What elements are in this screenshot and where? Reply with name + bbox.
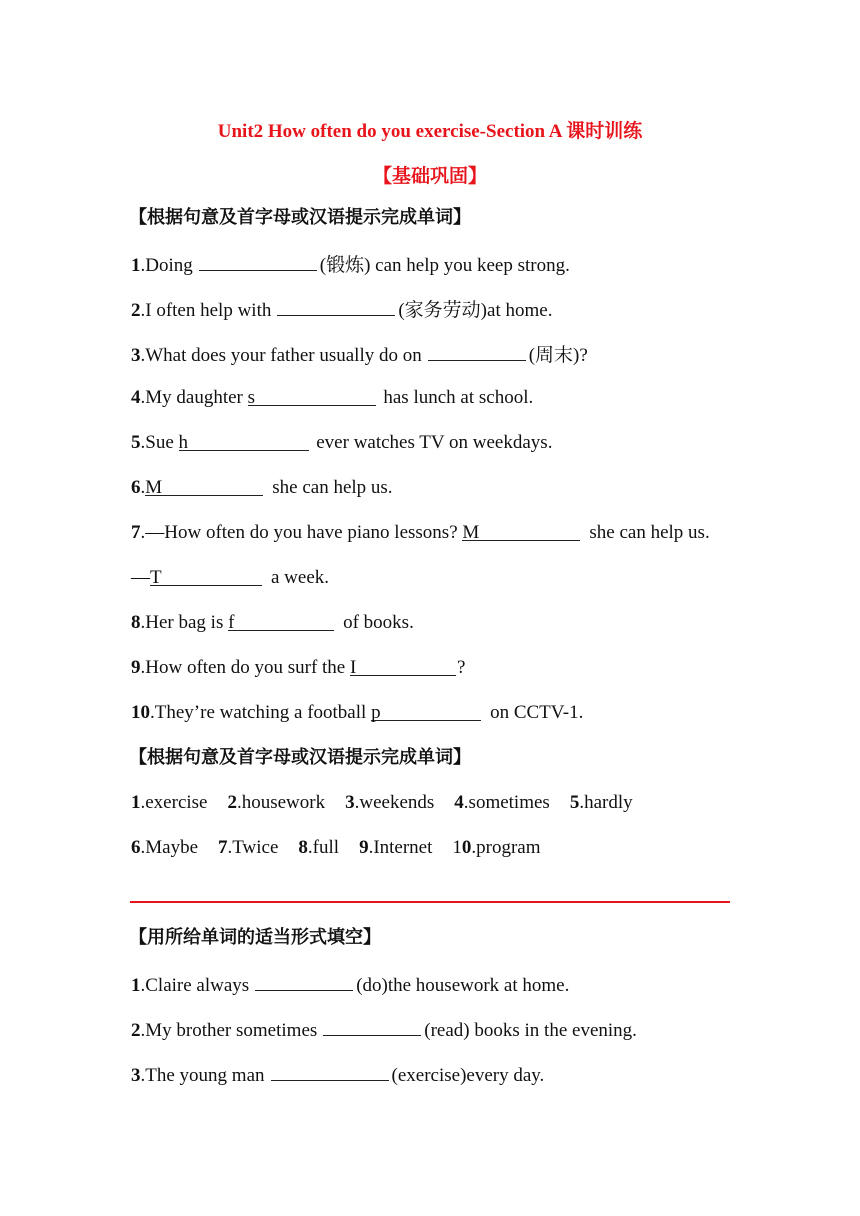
page-subtitle: 【基础巩固】 bbox=[372, 166, 487, 187]
answer-item: 9.Internet bbox=[359, 837, 433, 858]
exercise-item bbox=[131, 611, 414, 635]
exercise-item bbox=[131, 566, 329, 590]
item-text: .They’re watching a football bbox=[150, 702, 367, 723]
answer-item: 8.full bbox=[298, 837, 340, 858]
exercise-item bbox=[131, 521, 710, 545]
answer-row bbox=[131, 836, 561, 860]
initial-letter: p bbox=[371, 702, 381, 723]
item-text: .Doing bbox=[140, 255, 193, 276]
answer-blank[interactable] bbox=[462, 521, 580, 541]
item-text: she can help us. bbox=[272, 477, 393, 498]
item-text: has lunch at school. bbox=[383, 387, 534, 408]
exercise-item bbox=[131, 251, 570, 278]
exercise-item bbox=[131, 476, 393, 500]
item-text: ever watches TV on weekdays. bbox=[316, 432, 553, 453]
initial-letter: h bbox=[178, 432, 188, 453]
page-title: Unit2 How often do you exercise-Section A 课时训练 bbox=[217, 121, 643, 142]
item-number: 10 bbox=[131, 702, 150, 723]
item-text: .The young man bbox=[140, 1065, 265, 1086]
exercise-item bbox=[131, 701, 583, 725]
answer-blank[interactable] bbox=[428, 341, 526, 361]
item-text: . bbox=[140, 477, 146, 498]
initial-letter: T bbox=[150, 567, 162, 588]
item-text: a week. bbox=[271, 567, 330, 588]
exercise-item bbox=[131, 431, 552, 455]
answers-header: 【根据句意及首字母或汉语提示完成单词】 bbox=[129, 747, 471, 768]
item-text: — bbox=[131, 567, 150, 588]
initial-letter: I bbox=[350, 657, 357, 678]
item-text: (exercise)every day. bbox=[391, 1065, 545, 1086]
answer-blank[interactable] bbox=[150, 566, 262, 586]
item-text: .My brother sometimes bbox=[140, 1020, 318, 1041]
answer-blank[interactable] bbox=[255, 971, 353, 991]
answer-item: 2.housework bbox=[227, 792, 326, 813]
item-number: 7 bbox=[131, 522, 141, 543]
item-number: 3 bbox=[131, 345, 141, 366]
answer-blank[interactable] bbox=[248, 386, 376, 406]
answer-item: 1.exercise bbox=[131, 792, 208, 813]
item-text: .Sue bbox=[140, 432, 174, 453]
item-text: .Claire always bbox=[140, 975, 250, 996]
exercise-item bbox=[131, 971, 569, 998]
initial-letter: M bbox=[145, 477, 163, 498]
answer-blank[interactable] bbox=[199, 251, 317, 271]
item-text: (read) books in the evening. bbox=[424, 1020, 637, 1041]
section-header: 【根据句意及首字母或汉语提示完成单词】 bbox=[129, 207, 471, 228]
answer-blank[interactable] bbox=[323, 1016, 421, 1036]
item-text: (家务劳动)at home. bbox=[398, 300, 553, 321]
item-number: 9 bbox=[131, 657, 141, 678]
answer-blank[interactable] bbox=[179, 431, 309, 451]
answer-blank[interactable] bbox=[277, 296, 395, 316]
item-number: 1 bbox=[131, 255, 141, 276]
item-number: 8 bbox=[131, 612, 141, 633]
answer-item: 3.weekends bbox=[345, 792, 435, 813]
item-text: ? bbox=[457, 657, 466, 678]
item-text: .Her bag is bbox=[140, 612, 224, 633]
exercise-item bbox=[131, 656, 465, 680]
item-text: (锻炼) can help you keep strong. bbox=[319, 255, 570, 276]
answer-item: 7.Twice bbox=[218, 837, 279, 858]
section-header: 【用所给单词的适当形式填空】 bbox=[129, 927, 381, 948]
answer-item: 10.program bbox=[452, 837, 541, 858]
item-text: .I often help with bbox=[140, 300, 272, 321]
item-text: .My daughter bbox=[140, 387, 243, 408]
item-number: 2 bbox=[131, 300, 141, 321]
exercise-item bbox=[131, 386, 533, 410]
answer-item: 5.hardly bbox=[569, 792, 633, 813]
initial-letter: M bbox=[462, 522, 480, 543]
answer-item: 6.Maybe bbox=[131, 837, 199, 858]
exercise-item bbox=[131, 1061, 544, 1088]
item-text: on CCTV-1. bbox=[490, 702, 584, 723]
item-number: 1 bbox=[131, 975, 141, 996]
exercise-item bbox=[131, 341, 588, 368]
answer-blank[interactable] bbox=[350, 656, 456, 676]
item-text: she can help us. bbox=[589, 522, 710, 543]
section-divider bbox=[130, 901, 730, 903]
item-text: .How often do you surf the bbox=[140, 657, 346, 678]
item-number: 2 bbox=[131, 1020, 141, 1041]
item-text: .What does your father usually do on bbox=[140, 345, 422, 366]
item-text: of books. bbox=[343, 612, 414, 633]
exercise-item bbox=[131, 296, 552, 323]
initial-letter: s bbox=[247, 387, 256, 408]
item-number: 6 bbox=[131, 477, 141, 498]
answer-blank[interactable] bbox=[371, 701, 481, 721]
item-number: 3 bbox=[131, 1065, 141, 1086]
answer-blank[interactable] bbox=[271, 1061, 389, 1081]
item-text: (周末)? bbox=[528, 345, 588, 366]
answer-blank[interactable] bbox=[145, 476, 263, 496]
answer-row bbox=[131, 791, 653, 815]
item-text: .—How often do you have piano lessons? bbox=[140, 522, 458, 543]
answer-blank[interactable] bbox=[228, 611, 334, 631]
item-text: (do)the housework at home. bbox=[356, 975, 570, 996]
answer-item: 4.sometimes bbox=[454, 792, 550, 813]
exercise-item bbox=[131, 1016, 637, 1043]
item-number: 5 bbox=[131, 432, 141, 453]
initial-letter: f bbox=[228, 612, 235, 633]
item-number: 4 bbox=[131, 387, 141, 408]
